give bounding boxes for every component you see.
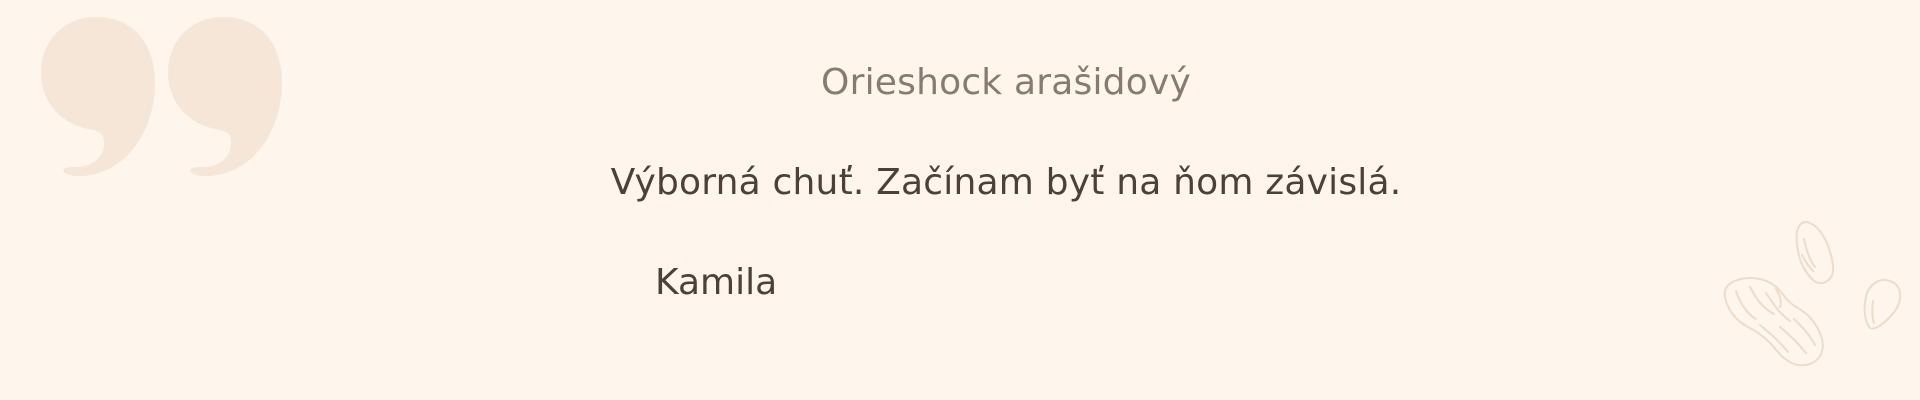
peanut-doodle-icon [1720, 215, 1920, 400]
review-text: Výborná chuť. Začínam byť na ňom závislá. [610, 162, 1402, 203]
author-name: Kamila [655, 262, 778, 303]
product-name: Orieshock arašidový [821, 62, 1191, 103]
